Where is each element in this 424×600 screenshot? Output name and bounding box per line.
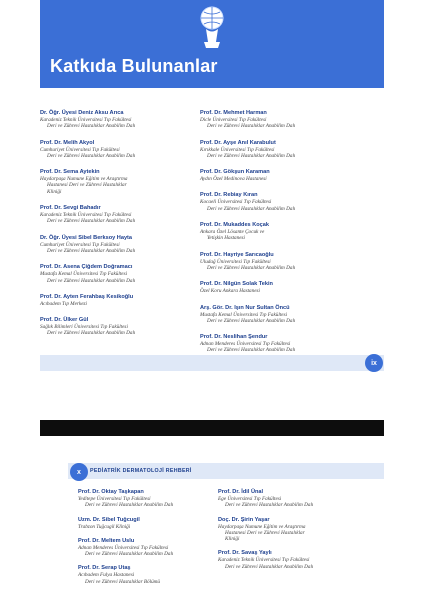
contributor-affiliation: Deri ve Zührevi Hastalıklar Anabilim Dalı xyxy=(47,123,136,130)
contributor-affiliation: Adnan Menderes Üniversitesi Tıp Fakültesi xyxy=(200,341,291,348)
contributor-name: Prof. Dr. Rebiay Kıran xyxy=(200,192,258,199)
contributor-affiliation: Deri ve Zührevi Hastalıklar Anabilim Dalı xyxy=(207,347,296,354)
contributor-affiliation: Deri ve Zührevi Hastalıklar Anabilim Dalı xyxy=(47,152,136,159)
contributor-name: Prof. Dr. Melih Akyol xyxy=(40,139,95,146)
contributor-entry xyxy=(78,538,218,558)
contributor-name: Uzm. Dr. Sibel Tuğcugil xyxy=(78,516,140,523)
contributor-name: Prof. Dr. Savaş Yaylı xyxy=(218,550,272,557)
contributor-name: Prof. Dr. İdil Ünal xyxy=(218,489,264,495)
contributor-name: Dr. Öğr. Üyesi Sibel Berksoy Hayta xyxy=(40,234,133,241)
contributor-affiliation: Cumhuriyet Üniversitesi Tıp Fakültesi xyxy=(40,241,120,248)
contributor-entry xyxy=(200,252,360,272)
contributor-entry xyxy=(200,222,360,242)
contributor-affiliation: Karadeniz Teknik Üniversitesi Tıp Fakültesi xyxy=(218,557,310,564)
page-x xyxy=(40,458,384,600)
contributor-affiliation: Özel Koru Ankara Hastanesi xyxy=(200,288,260,295)
contributor-affiliation: Uludağ Üniversitesi Tıp Fakültesi xyxy=(200,258,271,265)
contributors-left-column xyxy=(78,489,218,593)
contributor-affiliation: Deri ve Zührevi Hastalıklar Anabilim Dalı xyxy=(225,563,314,570)
contributor-entry xyxy=(200,334,360,354)
contributor-entry xyxy=(200,169,360,182)
contributor-affiliation: Deri ve Zührevi Hastalıklar Anabilim Dalı xyxy=(207,152,296,159)
contributor-entry xyxy=(78,489,218,509)
contributor-affiliation: Deri ve Zührevi Hastalıklar Anabilim Dalı xyxy=(47,218,136,225)
contributors-left-column xyxy=(40,110,200,347)
contributor-entry xyxy=(40,264,200,284)
contributor-name: Prof. Dr. Sevgi Bahadır xyxy=(40,205,101,212)
contributor-entry xyxy=(218,517,358,543)
contributor-affiliation: Karadeniz Teknik Üniversitesi Tıp Fakültesi xyxy=(40,212,132,219)
page-number-badge: ix xyxy=(365,354,383,372)
contributor-entry xyxy=(40,205,200,225)
contributor-name: Prof. Dr. Gökşun Karaman xyxy=(200,169,270,176)
contributor-affiliation: Deri ve Zührevi Hastalıklar Anabilim Dalı xyxy=(207,264,296,271)
contributor-entry xyxy=(200,110,360,130)
contributor-entry xyxy=(40,169,200,195)
contributor-affiliation: Trabzon Tuğcugil Kliniği xyxy=(78,523,131,530)
contributor-affiliation: Deri ve Zührevi Hastalıklar Anabilim Dalı xyxy=(47,330,136,337)
contributor-entry xyxy=(200,305,360,325)
atlas-globe-logo xyxy=(192,4,232,50)
contributor-affiliation: Hastanesi Deri ve Zührevi Hastalıklar xyxy=(47,182,127,189)
contributor-affiliation: Haydarpaşa Numune Eğitim ve Araştırma xyxy=(40,176,128,183)
contributor-affiliation: Mustafa Kemal Üniversitesi Tıp Fakültesi xyxy=(200,311,288,318)
contributor-affiliation: Deri ve Zührevi Hastalıklar Anabilim Dalı xyxy=(85,502,174,509)
contributor-name: Prof. Dr. Oktay Taşkapan xyxy=(78,489,144,495)
contributor-affiliation: Kocaeli Üniversitesi Tıp Fakültesi xyxy=(200,199,272,206)
contributor-name: Prof. Dr. Serap Utaş xyxy=(78,565,131,572)
contributor-entry xyxy=(40,110,200,130)
contributor-entry xyxy=(40,294,200,307)
page-title: Katkıda Bulunanlar xyxy=(50,56,218,76)
contributor-affiliation: Acıbadem Fulya Hastanesi xyxy=(78,572,135,579)
contributor-affiliation: Aydın Özel Medinova Hastanesi xyxy=(200,176,267,183)
contributor-name: Prof. Dr. Ayşe Anıl Karabulut xyxy=(200,139,276,146)
contributors-right-column xyxy=(218,489,358,578)
contributor-affiliation: Deri ve Zührevi Hastalıklar Anabilim Dalı xyxy=(85,551,174,558)
page-ix xyxy=(40,0,384,400)
contributor-affiliation: Kliniği xyxy=(47,188,62,195)
contributor-affiliation: Deri ve Zührevi Hastalıklar Anabilim Dalı xyxy=(207,205,296,212)
contributor-entry xyxy=(78,517,218,530)
contributor-affiliation: Dicle Üniversitesi Tıp Fakültesi xyxy=(200,117,267,123)
contributor-affiliation: Karadeniz Teknik Üniversitesi Tıp Fakültesi xyxy=(40,117,132,123)
contributor-name: Dr. Öğr. Üyesi Deniz Aksu Arıca xyxy=(40,110,124,116)
contributor-affiliation: Sağlık Bilimleri Üniversitesi Tıp Fakültesi xyxy=(40,324,128,331)
contributor-affiliation: Kliniği xyxy=(225,536,240,543)
contributor-name: Prof. Dr. Hayriye Sarıcaoğlu xyxy=(200,251,274,258)
contributor-affiliation: Deri ve Zührevi Hastalıklar Anabilim Dalı xyxy=(207,123,296,130)
contributor-affiliation: Ege Üniversitesi Tıp Fakültesi xyxy=(218,496,282,502)
contributor-affiliation: Mustafa Kemal Üniversitesi Tıp Fakültesi xyxy=(40,271,128,278)
running-header-band xyxy=(68,463,384,479)
contributor-affiliation: Haydarpaşa Numune Eğitim ve Araştırma xyxy=(218,523,306,530)
contributor-entry xyxy=(78,565,218,585)
contributor-affiliation: Cumhuriyet Üniversitesi Tıp Fakültesi xyxy=(40,146,120,153)
contributor-affiliation: Yetişkin Hastanesi xyxy=(207,235,245,242)
contributor-entry xyxy=(40,140,200,160)
page-number-badge: x xyxy=(70,463,88,481)
running-header-title: PEDİATRİK DERMATOLOJİ REHBERİ xyxy=(90,468,192,474)
contributor-entry xyxy=(218,550,358,570)
contributor-affiliation: Kırıkkale Üniversitesi Tıp Fakültesi xyxy=(200,146,275,153)
contributor-affiliation: Deri ve Zührevi Hastalıklar Anabilim Dalı xyxy=(225,502,314,509)
contributor-entry xyxy=(40,317,200,337)
contributor-affiliation: Deri ve Zührevi Hastalıklar Bölümü xyxy=(85,578,161,585)
contributor-name: Prof. Dr. Meltem Uslu xyxy=(78,537,135,544)
contributor-name: Prof. Dr. Ülker Gül xyxy=(40,317,89,324)
page-separator xyxy=(40,420,384,436)
contributor-affiliation: Deri ve Zührevi Hastalıklar Anabilim Dalı xyxy=(47,277,136,284)
contributor-name: Prof. Dr. Nilgün Solak Tekin xyxy=(200,281,273,288)
contributor-entry xyxy=(200,140,360,160)
contributor-name: Prof. Dr. Mehmet Harman xyxy=(200,110,267,116)
contributor-entry xyxy=(200,281,360,294)
contributor-affiliation: Ankara Özel Lösante Çocuk ve xyxy=(200,229,265,236)
contributor-name: Prof. Dr. Asena Çiğdem Doğramacı xyxy=(40,264,133,271)
title-banner xyxy=(40,0,384,88)
contributor-affiliation: Adnan Menderes Üniversitesi Tıp Fakültesi xyxy=(78,544,169,551)
contributor-name: Prof. Dr. Sema Aytekin xyxy=(40,169,100,176)
contributor-affiliation: Deri ve Zührevi Hastalıklar Anabilim Dalı xyxy=(47,247,136,254)
contributor-name: Prof. Dr. Mukaddes Koçak xyxy=(200,222,270,229)
contributor-affiliation: Acıbadem Tıp Merkezi xyxy=(40,300,87,307)
contributor-affiliation: Hastanesi Deri ve Zührevi Hastalıklar xyxy=(225,529,305,536)
contributor-name: Prof. Dr. Neslihan Şendur xyxy=(200,334,268,341)
contributor-name: Prof. Dr. Ayten Ferahbaş Kesikoğlu xyxy=(40,293,134,300)
contributor-entry xyxy=(218,489,358,509)
contributors-right-column xyxy=(200,110,360,364)
contributor-name: Doç. Dr. Şirin Yaşar xyxy=(218,516,270,523)
footer-band xyxy=(40,355,384,371)
contributor-name: Arş. Gör. Dr. Işın Nur Sultan Öncü xyxy=(200,304,290,311)
contributor-affiliation: Yeditepe Üniversitesi Tıp Fakültesi xyxy=(78,496,151,502)
contributor-affiliation: Deri ve Zührevi Hastalıklar Anabilim Dalı xyxy=(207,317,296,324)
contributor-entry xyxy=(40,235,200,255)
contributor-entry xyxy=(200,192,360,212)
